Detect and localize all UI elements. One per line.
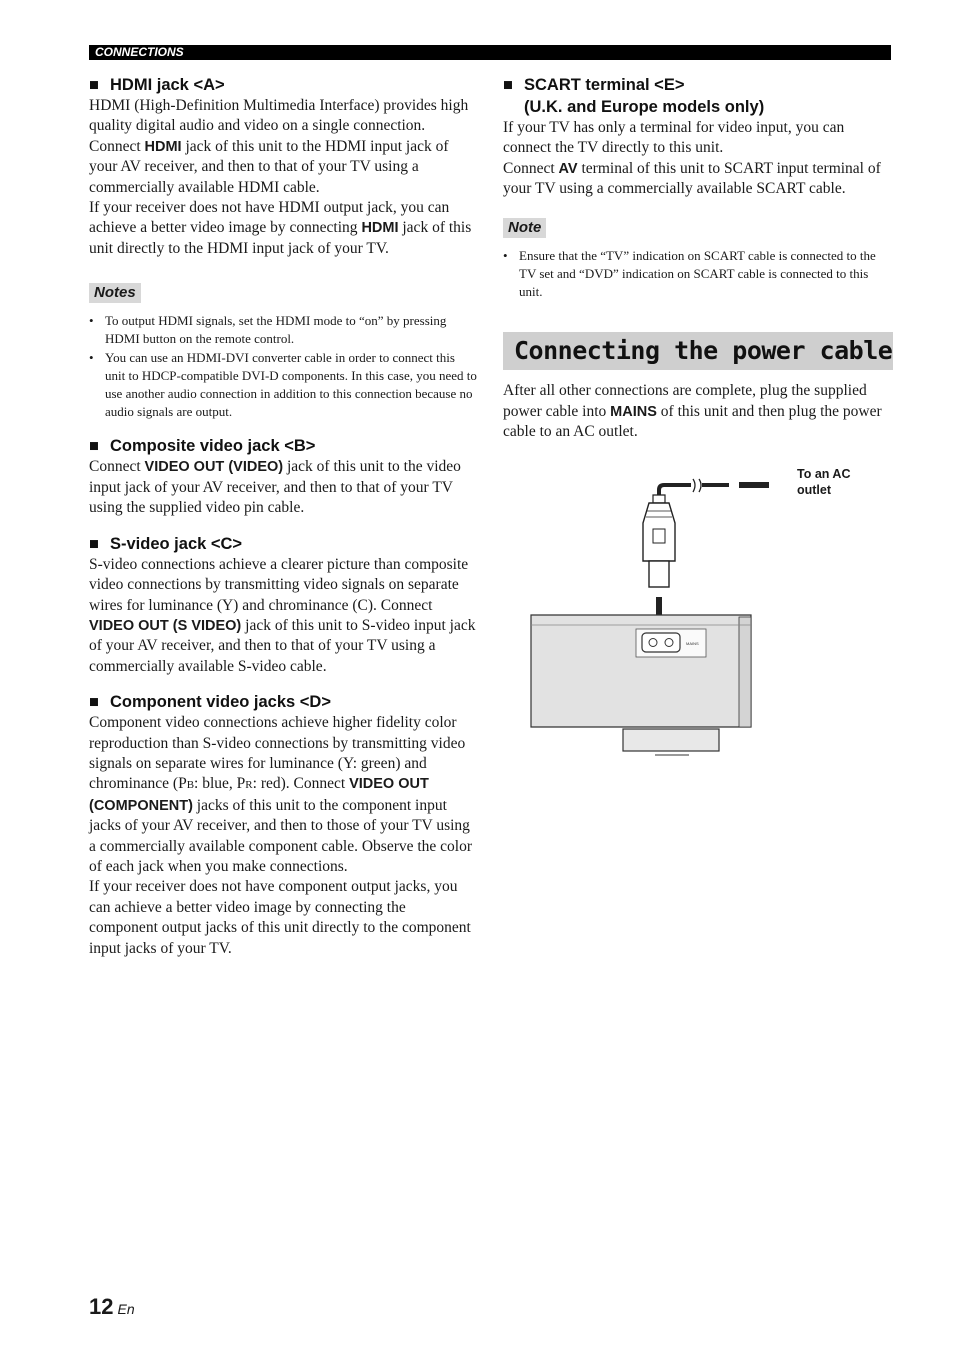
cable-break-mark — [693, 479, 701, 492]
page-footer — [89, 1294, 135, 1320]
notes-label: Notes — [89, 283, 141, 303]
power-paragraph: After all other connections are complete, plug the supplied power cable into MAINS of this unit and then plug the power cable to an AC outlet. — [503, 382, 882, 441]
note-item: • Ensure that the “TV” indication on SCART cable is connected to the TV set and “DVD” indication on SCART cable is connected to this unit. — [503, 247, 876, 300]
composite-paragraph: Connect VIDEO OUT (VIDEO) jack of this unit to the video input jack of your AV receiver, and then to that of your TV using the supplied video pin cable. — [89, 458, 461, 517]
square-bullet-icon: ■ — [89, 437, 99, 456]
component-heading: ■ Component video jacks <D> — [89, 693, 331, 712]
power-plug-body — [643, 503, 675, 561]
scart-paragraph-1: If your TV has only a terminal for video input, you can connect the TV directly to this unit. — [503, 119, 845, 157]
power-cable-diagram — [529, 465, 769, 765]
unit-foot — [623, 729, 719, 751]
note-label: Note — [503, 218, 546, 238]
plug-strain-relief — [653, 495, 665, 503]
note-item: • To output HDMI signals, set the HDMI mode to “on” by pressing HDMI button on the remote control. — [89, 313, 447, 347]
square-bullet-icon: ■ — [503, 76, 513, 94]
section-header-label: CONNECTIONS — [95, 45, 184, 59]
note-list — [503, 247, 893, 302]
composite-heading: ■ Composite video jack <B> — [89, 437, 316, 456]
scart-paragraph-2: Connect AV terminal of this unit to SCART input terminal of your TV using a commercially available SCART cable. — [503, 159, 881, 198]
hdmi-paragraph-1: HDMI (High-Definition Multimedia Interface) provides high quality digital audio and video on a single connection. Connect HDMI jack of this unit to the HDMI input jack of your AV receiver, and then to that of your TV using a commercially available HDMI cable. — [89, 97, 469, 196]
outlet-arrow-shaft — [739, 482, 769, 488]
component-paragraph-2: If your receiver does not have component output jacks, you can achieve a better video image by connecting the component output jacks of this unit directly to the component input jacks of your TV. — [89, 878, 471, 957]
page-language: En — [117, 1301, 135, 1317]
mains-jack-label: MAINS — [686, 641, 699, 646]
square-bullet-icon: ■ — [89, 76, 99, 94]
mains-inlet — [642, 633, 680, 652]
plug-connector — [649, 561, 669, 587]
power-section-title: Connecting the power cable — [514, 336, 893, 366]
power-section-title-bar — [503, 332, 893, 370]
page-number: 12 — [89, 1294, 114, 1319]
svideo-paragraph: S-video connections achieve a clearer picture than composite video connections by transmitting video signals on separate wires for luminance (Y) and chrominance (C). Connect VIDEO OUT (S VIDEO) jack of this unit to S-video input jack of your AV receiver, and then to that of your TV using a commercially available S-video cable. — [89, 555, 476, 675]
left-column — [89, 74, 477, 959]
notes-list — [89, 312, 477, 421]
scart-heading: ■ SCART terminal <E> (U.K. and Europe models only) — [503, 76, 765, 116]
section-header-bar — [89, 45, 891, 60]
note-item: • You can use an HDMI-DVI converter cable in order to connect this unit to HDCP-compatible DVI-D components. In this case, you need to use another audio connection in addition to this connection because no audio signals are output. — [89, 349, 477, 420]
component-paragraph-1: Component video connections achieve higher fidelity color reproduction than S-video connections by transmitting video signals on separate wires for luminance (Y: green) and chrominance (PB: blue, PR: red). Connect VIDEO OUT (COMPONENT) jacks of this unit to the component input jacks of your AV receiver, and then to those of your TV using a commercially available component cable. Observe the color of each jack when you make connections. — [89, 714, 473, 875]
svideo-heading: ■ S-video jack <C> — [89, 534, 243, 553]
power-cable-illustration — [529, 465, 769, 765]
hdmi-heading: ■ HDMI jack <A> — [89, 76, 225, 94]
square-bullet-icon: ■ — [89, 534, 99, 553]
square-bullet-icon: ■ — [89, 693, 99, 712]
right-column — [503, 74, 893, 442]
ac-outlet-label: To an AC outlet — [797, 467, 851, 497]
hdmi-paragraph-2: If your receiver does not have HDMI output jack, you can achieve a better video image by connecting HDMI jack of this unit directly to the HDMI input jack of your TV. — [89, 199, 472, 257]
